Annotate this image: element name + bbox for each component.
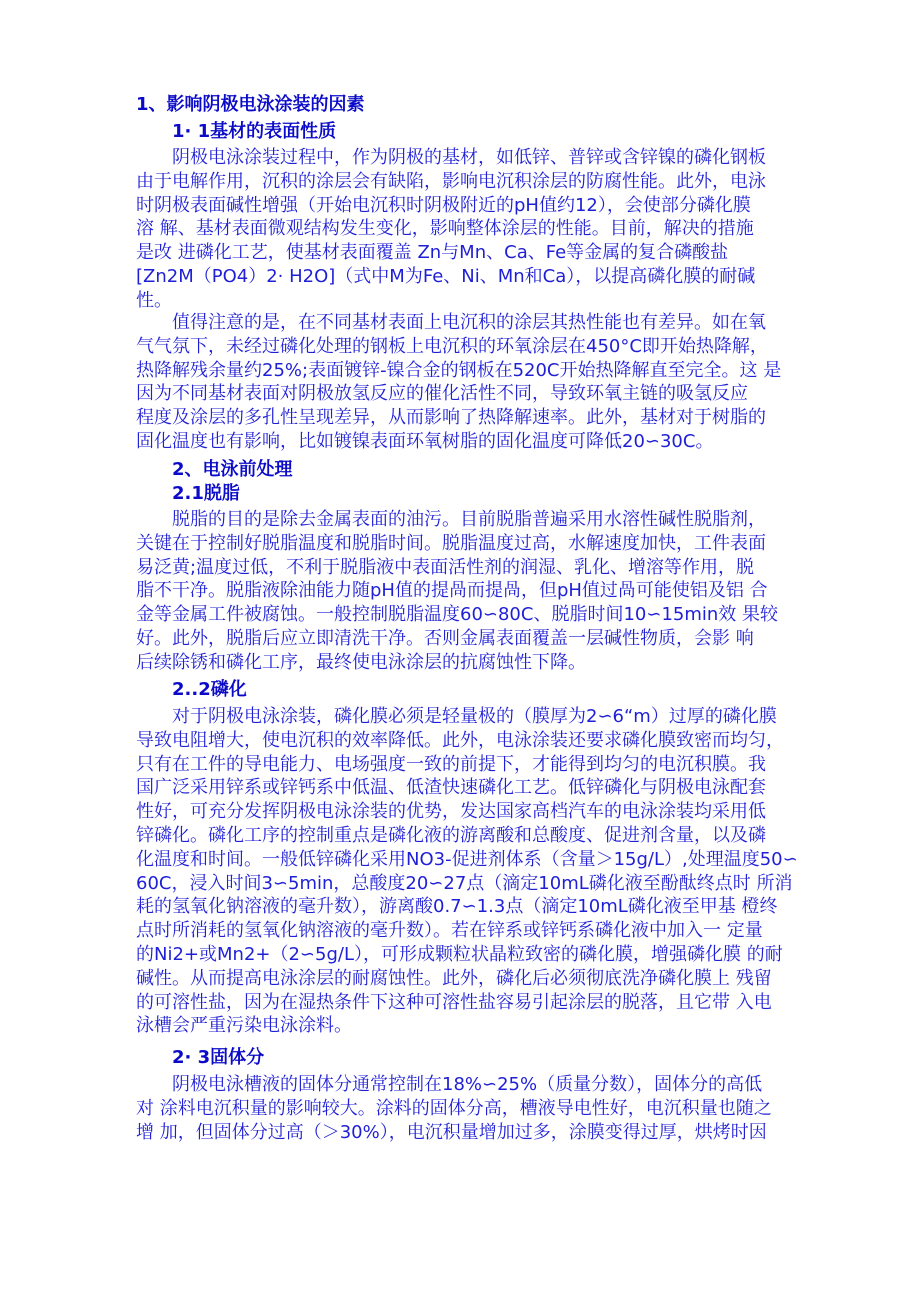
text-line: 的Ni2+或Mn2+（2∽5g/L），可形成颗粒状晶粒致密的磷化膜，增强磷化膜 的耐 [136, 943, 783, 965]
heading-2-3: 2· 3固体分 [172, 1047, 265, 1068]
text-line: 60C，浸入时间3∽5min，总酸度20∽27点（滴定10mL磷化液至酚酞终点时 所消 [136, 872, 793, 894]
heading-2-2: 2..2磷化 [172, 679, 247, 700]
text-line: 脂不干净。脱脂液除油能力随pH值的提咼而提咼，但pH值过咼可能使铝及铝 合 [136, 580, 768, 602]
text-line: 性好，可充分发挥阴极电泳涂装的优势，发达国家高档汽车的电泳涂装均采用低 [136, 801, 766, 823]
text-line: 只有在工件的导电能力、电场强度一致的前提下，才能得到均匀的电沉积膜。我 [136, 753, 766, 775]
text-line: 耗的氢氧化钠溶液的毫升数），游离酸0.7∽1.3点（滴定10mL磷化液至甲基 橙终 [136, 896, 778, 918]
text-line: 泳槽会严重污染电泳涂料。 [136, 1015, 352, 1037]
text-line: 金等金属工件被腐蚀。一般控制脱脂温度60∽80C、脱脂时间10∽15min效 果较 [136, 604, 779, 626]
text-line: 阴极电泳涂装过程中，作为阴极的基材，如低锌、普锌或含锌镍的磷化钢板 [172, 147, 766, 168]
heading-2-1: 2.1脱脂 [172, 483, 240, 504]
text-line: 性。 [136, 289, 172, 311]
text-line: 锌磷化。磷化工序的控制重点是磷化液的游离酸和总酸度、促进剂含量，以及磷 [136, 824, 766, 846]
text-line: 溶 解、基材表面微观结构发生变化，影响整体涂层的性能。目前，解决的措施 [136, 218, 754, 240]
text-line: 由于电解作用，沉积的涂层会有缺陷，影响电沉积涂层的防腐性能。此外，电泳 [136, 170, 766, 192]
text-line: 关键在于控制好脱脂温度和脱脂时间。脱脂温度过高，水解速度加快，工件表面 [136, 532, 766, 554]
heading-main: 1、影响阴极电泳涂装的因素 [136, 94, 365, 115]
text-line: 易泛黄;温度过低，不利于脱脂液中表面活性剂的润湿、乳化、增溶等作用，脱 [136, 556, 755, 578]
text-line: 后续除锈和磷化工序，最终使电泳涂层的抗腐蚀性下降。 [136, 651, 586, 673]
text-line: 热降解残余量约25%;表面镀锌-镍合金的钢板在520C开始热降解直至完全。这 是 [136, 359, 782, 381]
text-line: 固化温度也有影响，比如镀镍表面环氧树脂的固化温度可降低20∽30C。 [136, 430, 714, 452]
text-line: 阴极电泳槽液的固体分通常控制在18%∽25%（质量分数），固体分的高低 [172, 1074, 763, 1095]
paragraph [136, 508, 806, 675]
text-line: 时阴极表面碱性增强（开始电沉积时阴极附近的pH值约12），会使部分磷化膜 [136, 194, 751, 216]
paragraph [136, 311, 806, 454]
text-line: 国广泛采用锌系或锌钙系中低温、低渣快速磷化工艺。低锌磷化与阴极电泳配套 [136, 777, 766, 799]
text-line: 值得注意的是，在不同基材表面上电沉积的涂层其热性能也有差异。如在氧 [172, 312, 766, 333]
text-line: 因为不同基材表面对阴极放氢反应的催化活性不同，导致环氧主链的吸氢反应 [136, 383, 748, 405]
text-line: 点时所消耗的氢氧化钠溶液的毫升数）。若在锌系或锌钙系磷化液中加入一 定量 [136, 920, 763, 942]
text-line: 脱脂的目的是除去金属表面的油污。目前脱脂普遍采用水溶性碱性脱脂剂， [172, 509, 766, 530]
text-line: 程度及涂层的多孔性呈现差异，从而影响了热降解速率。此外，基材对于树脂的 [136, 407, 766, 429]
text-line: 导致电阻增大，使电沉积的效率降低。此外，电泳涂装还要求磷化膜致密而均匀， [136, 729, 784, 751]
text-line: 对于阴极电泳涂装，磷化膜必须是轻量极的（膜厚为2∽6“m）过厚的磷化膜 [172, 706, 777, 727]
text-line: 是改 进磷化工艺，使基材表面覆盖 Zn与Mn、Ca、Fe等金属的复合磷酸盐 [136, 242, 729, 264]
text-line: [Zn2M（PO4）2· H2O]（式中M为Fe、Ni、Mn和Ca），以提高磷化膜的耐碱 [136, 265, 756, 287]
text-line: 增 加，但固体分过高（＞30%），电沉积量增加过多，涂膜变得过厚，烘烤时因 [136, 1121, 767, 1143]
text-line: 好。此外，脱脂后应立即清洗干净。否则金属表面覆盖一层碱性物质，会影 响 [136, 627, 754, 649]
paragraph [136, 146, 806, 313]
heading-2: 2、电泳前处理 [172, 459, 293, 480]
text-line: 化温度和时间。一般低锌磷化采用NO3-促进剂体系（含量＞15g/L）,处理温度50∽ [136, 848, 798, 870]
paragraph [136, 705, 806, 1038]
text-line: 对 涂料电沉积量的影响较大。涂料的固体分高，槽液导电性好，电沉积量也随之 [136, 1097, 772, 1119]
paragraph [136, 1073, 806, 1144]
text-line: 的可溶性盐，因为在湿热条件下这种可溶性盐容易引起涂层的脱落，且它带 入电 [136, 991, 772, 1013]
text-line: 碱性。从而提高电泳涂层的耐腐蚀性。此外，磷化后必须彻底洗净磷化膜上 残留 [136, 967, 772, 989]
heading-1-1: 1· 1基材的表面性质 [172, 121, 337, 142]
text-line: 气气氛下，未经过磷化处理的钢板上电沉积的环氧涂层在450°C即开始热降解， [136, 335, 768, 357]
